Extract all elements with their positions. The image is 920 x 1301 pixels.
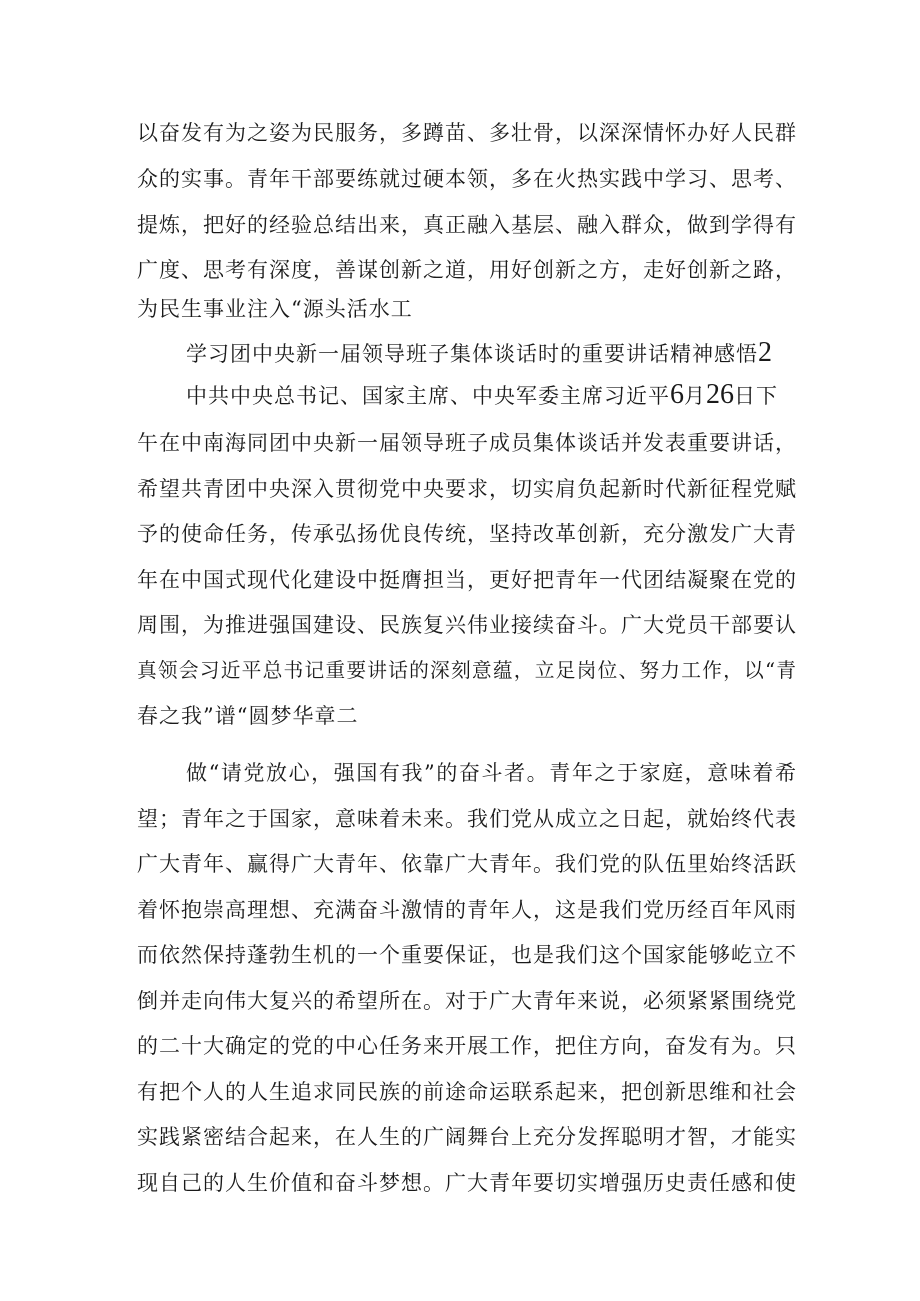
paragraph-3-line-8: 有把个人的人生追求同民族的前途命运联系起来，把创新思维和社会 [137,1080,797,1104]
paragraph-3-line-9: 实践紧密结合起来，在人生的广阔舞台上充分发挥聪明才智，才能实 [137,1125,797,1149]
paragraph-3-line-3: 广大青年、赢得广大青年、依靠广大青年。我们党的队伍里始终活跃 [137,852,797,876]
paragraph-1-line-3: 提炼，把好的经验总结出来，真正融入基层、融入群众，做到学得有 [137,213,797,237]
paragraph-2-month: 6 [670,379,684,410]
paragraph-3-line-5: 而依然保持蓬勃生机的一个重要保证，也是我们这个国家能够屹立不 [137,943,797,967]
paragraph-2-month-unit: 月 [684,384,706,408]
paragraph-2-line-1 [186,380,797,411]
paragraph-2-line-4: 予的使命任务，传承弘扬优良传统，坚持改革创新，充分激发广大青 [137,522,797,546]
paragraph-2-line-6: 周围，为推进强国建设、民族复兴伟业接续奋斗。广大党员干部要认 [137,613,797,637]
section-heading-number: 2 [758,337,772,368]
paragraph-1-line-1: 以奋发有为之姿为民服务，多蹲苗、多壮骨，以深深情怀办好人民群 [137,121,797,145]
paragraph-2-line-2: 午在中南海同团中央新一届领导班子成员集体谈话并发表重要讲话， [137,431,797,455]
paragraph-2-line-1-suffix: 日下 [734,384,778,408]
paragraph-3-line-1: 做“请党放心，强国有我”的奋斗者。青年之于家庭，意味着希 [186,761,797,785]
paragraph-3-line-6: 倒并走向伟大复兴的希望所在。对于广大青年来说，必须紧紧围绕党 [137,989,797,1013]
paragraph-2-line-3: 希望共青团中央深入贯彻党中央要求，切实肩负起新时代新征程党赋 [137,477,797,501]
paragraph-3-line-10: 现自己的人生价值和奋斗梦想。广大青年要切实增强历史责任感和使 [137,1171,797,1195]
section-heading [186,338,797,369]
paragraph-2-line-5: 年在中国式现代化建设中挺膺担当，更好把青年一代团结凝聚在党的 [137,568,797,592]
paragraph-1-line-2: 众的实事。青年干部要练就过硬本领，多在火热实践中学习、思考、 [137,167,797,191]
paragraph-2-day: 26 [706,379,734,410]
paragraph-2-line-7: 真领会习近平总书记重要讲话的深刻意蕴，立足岗位、努力工作，以“青 [137,659,797,682]
paragraph-1-line-5: 为民生事业注入“源头活水工 [137,297,413,321]
paragraph-3-line-2: 望；青年之于国家，意味着未来。我们党从成立之日起，就始终代表 [137,807,797,831]
paragraph-3-line-7: 的二十大确定的党的中心任务来开展工作，把住方向，奋发有为。只 [137,1034,797,1058]
paragraph-2-line-8: 春之我”谱“圆梦华章二 [137,704,359,728]
paragraph-2-line-1-prefix: 中共中央总书记、国家主席、中央军委主席习近平 [186,384,670,408]
section-heading-text: 学习团中央新一届领导班子集体谈话时的重要讲话精神感悟 [186,342,758,366]
paragraph-1-line-4: 广度、思考有深度，善谋创新之道，用好创新之方，走好创新之路， [137,258,797,282]
paragraph-3-line-4: 着怀抱崇高理想、充满奋斗激情的青年人，这是我们党历经百年风雨 [137,898,797,922]
